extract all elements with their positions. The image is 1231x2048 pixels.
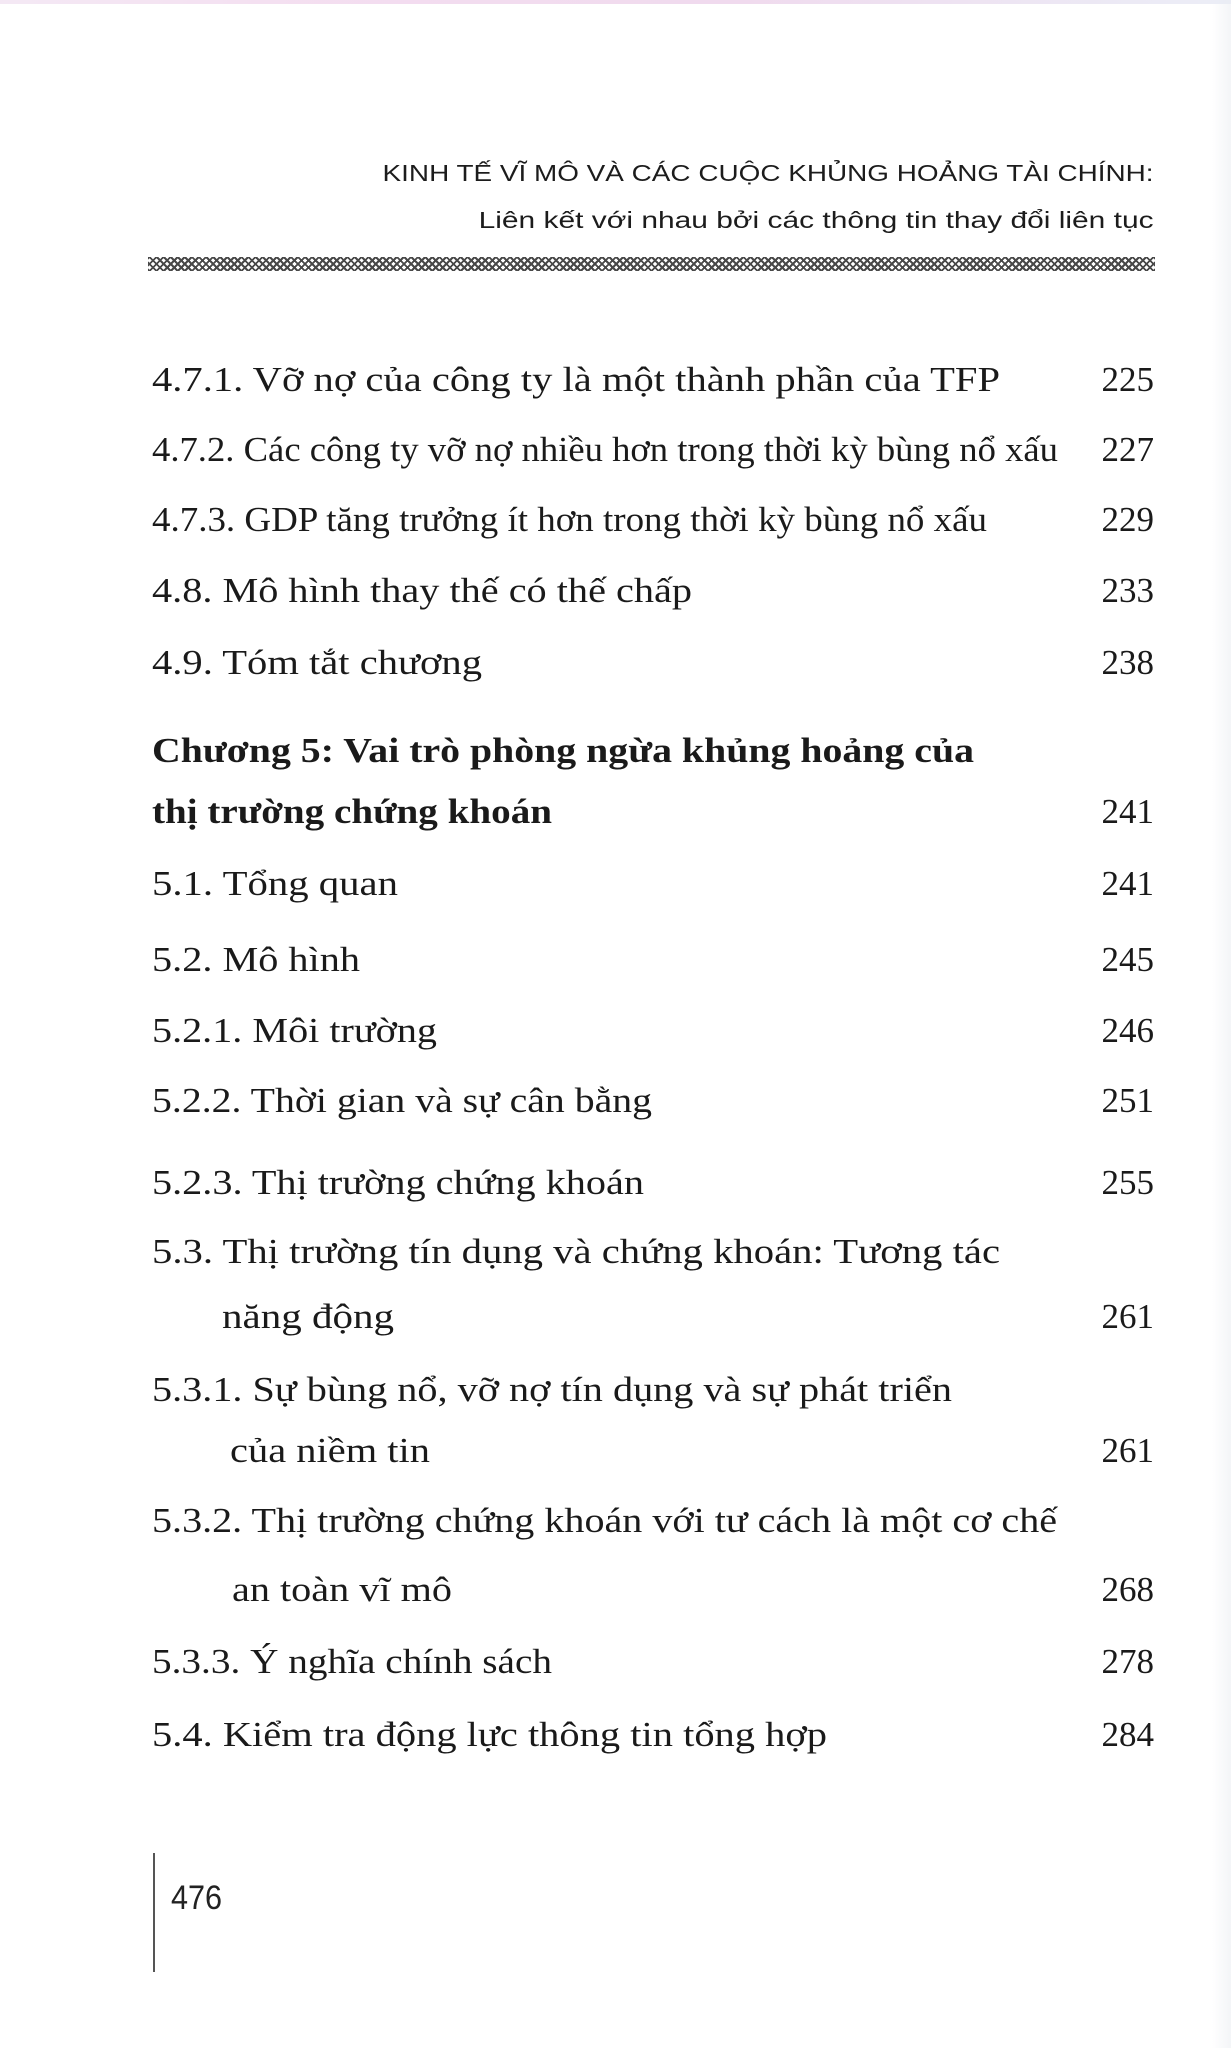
toc-entry-title: 5.4. Kiểm tra động lực thông tin tổng hợp: [152, 1715, 828, 1754]
toc-entry-title: 5.1. Tổng quan: [152, 864, 398, 903]
toc-entry-page: 238: [1101, 643, 1154, 682]
toc-entry-page: 241: [1101, 864, 1154, 903]
toc-entry-5-1[interactable]: [152, 859, 1154, 909]
toc-chapter-5-heading-continued[interactable]: [152, 787, 1154, 837]
running-head-decorative-rule: [148, 257, 1155, 271]
toc-entry-page: 227: [1101, 430, 1154, 469]
toc-entry-5-3-continued[interactable]: [152, 1292, 1154, 1342]
toc-entry-title: 4.7.3. GDP tăng trưởng ít hơn trong thời kỳ bùng nổ xấu: [152, 500, 988, 539]
toc-entry-page: 284: [1101, 1715, 1154, 1754]
toc-entry-5-2-1[interactable]: [152, 1006, 1154, 1056]
toc-entry-title: 5.2.2. Thời gian và sự cân bằng: [152, 1081, 653, 1120]
toc-entry-title: 4.8. Mô hình thay thế có thế chấp: [152, 571, 693, 610]
toc-entry-5-4[interactable]: [152, 1710, 1154, 1760]
toc-entry-5-3[interactable]: [152, 1227, 1154, 1277]
toc-entry-title: 4.7.2. Các công ty vỡ nợ nhiều hơn trong thời kỳ bùng nổ xấu: [152, 430, 1058, 469]
toc-entry-title: 5.2.1. Môi trường: [152, 1011, 438, 1050]
toc-entry-page: 229: [1101, 500, 1154, 539]
toc-entry-5-3-2[interactable]: [152, 1496, 1154, 1546]
toc-entry-5-2-3[interactable]: [152, 1158, 1154, 1208]
toc-entry-page: 255: [1101, 1163, 1154, 1202]
toc-entry-page: 241: [1101, 792, 1154, 831]
toc-entry-page: 278: [1101, 1642, 1154, 1681]
scan-top-strip: [0, 0, 1231, 4]
folio-vertical-rule: [153, 1853, 155, 1972]
toc-entry-title: 4.9. Tóm tắt chương: [152, 643, 482, 682]
toc-entry-title-continuation: năng động: [222, 1297, 395, 1336]
toc-entry-page: 246: [1101, 1011, 1154, 1050]
toc-entry-page: 261: [1101, 1431, 1154, 1470]
toc-entry-page: 225: [1101, 360, 1154, 399]
toc-chapter-5-heading[interactable]: [152, 726, 1154, 776]
toc-chapter-title-continuation: thị trường chứng khoán: [152, 792, 552, 831]
toc-entry-5-3-1[interactable]: [152, 1365, 1154, 1415]
toc-entry-5-3-1-continued[interactable]: [152, 1426, 1154, 1476]
toc-entry-page: 268: [1101, 1570, 1154, 1609]
toc-entry-page: 233: [1101, 571, 1154, 610]
toc-entry-title: 4.7.1. Vỡ nợ của công ty là một thành phần của TFP: [152, 360, 1001, 399]
toc-entry-title-continuation: của niềm tin: [230, 1431, 431, 1470]
toc-entry-4-7-1[interactable]: [152, 355, 1154, 405]
page-number: 476: [171, 1879, 223, 1917]
toc-entry-4-9[interactable]: [152, 638, 1154, 688]
toc-entry-title: 5.2. Mô hình: [152, 940, 361, 979]
running-head-subtitle: Liên kết với nhau bởi các thông tin thay đổi liên tục: [478, 207, 1154, 233]
toc-entry-4-7-3[interactable]: [152, 495, 1154, 545]
toc-entry-title: 5.3.3. Ý nghĩa chính sách: [152, 1642, 553, 1681]
toc-entry-5-2[interactable]: [152, 935, 1154, 985]
toc-entry-5-3-2-continued[interactable]: [152, 1565, 1154, 1615]
toc-entry-title: 5.2.3. Thị trường chứng khoán: [152, 1163, 645, 1202]
toc-entry-page: 251: [1101, 1081, 1154, 1120]
page-edge-shadow: [1212, 0, 1231, 2048]
toc-entry-title: 5.3. Thị trường tín dụng và chứng khoán: Tương tác: [152, 1232, 1001, 1271]
toc-entry-page: 245: [1101, 940, 1154, 979]
toc-chapter-title: Chương 5: Vai trò phòng ngừa khủng hoảng của: [152, 731, 974, 770]
toc-entry-5-3-3[interactable]: [152, 1637, 1154, 1687]
toc-entry-page: 261: [1101, 1297, 1154, 1336]
toc-entry-4-8[interactable]: [152, 566, 1154, 616]
toc-entry-4-7-2[interactable]: [152, 425, 1154, 475]
toc-entry-5-2-2[interactable]: [152, 1076, 1154, 1126]
toc-entry-title-continuation: an toàn vĩ mô: [232, 1570, 452, 1609]
toc-entry-title: 5.3.1. Sự bùng nổ, vỡ nợ tín dụng và sự phát triển: [152, 1370, 952, 1409]
running-head-title: KINH TẾ VĨ MÔ VÀ CÁC CUỘC KHỦNG HOẢNG TÀI CHÍNH:: [382, 160, 1154, 186]
toc-entry-title: 5.3.2. Thị trường chứng khoán với tư cách là một cơ chế: [152, 1501, 1058, 1540]
